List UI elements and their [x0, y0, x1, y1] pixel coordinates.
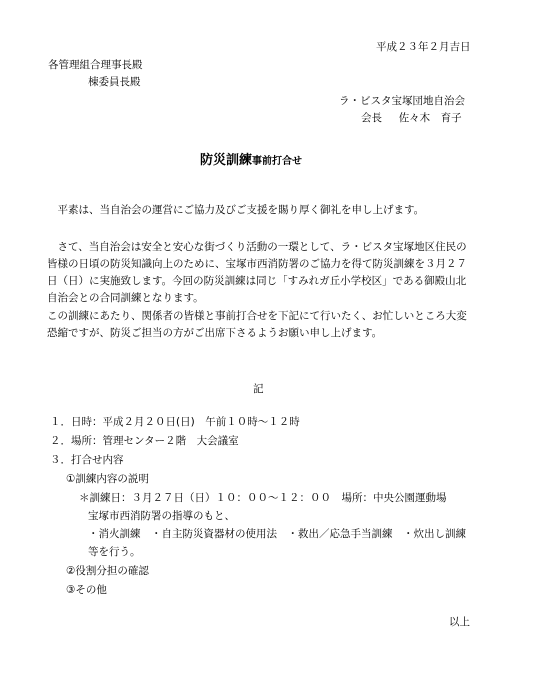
item-datetime: １．日時：平成２月２０日(日) 午前１０時～１２時 — [50, 416, 300, 428]
closing-ijo: 以上 — [449, 616, 470, 628]
subitem-training-date: ＊訓練日：３月２７日（日）１０：００～１２：００ 場所：中央公園運動場 — [79, 492, 447, 504]
body-line-5: 自治会との合同訓練となります。 — [47, 292, 204, 304]
subitem-roles: ②役割分担の確認 — [66, 565, 149, 577]
title-sub: 事前打合せ — [252, 156, 303, 167]
subitem-guidance: 宝塚市西消防署の指導のもと、 — [88, 510, 235, 522]
body-line-3: 皆様の日頃の防災知識向上のために、宝塚市西消防署のご協力を得て防災訓練を３月２７ — [47, 258, 467, 270]
subitem-training-list: ・消火訓練 ・自主防災資器材の使用法 ・救出／応急手当訓練 ・炊出し訓練 — [88, 528, 466, 540]
document-date: 平成２３年２月吉日 — [376, 41, 471, 53]
item-agenda: ３．打合せ内容 — [50, 454, 124, 466]
item-location: ２．場所：管理センター２階 大会議室 — [50, 435, 239, 447]
subitem-other: ③その他 — [66, 584, 107, 596]
body-line-7: 恐縮ですが、防災ご担当の方がご出席下さるようお願い申し上げます。 — [47, 327, 383, 339]
subitem-perform: 等を行う。 — [88, 546, 141, 558]
addressee-chairpersons: 各管理組合理事長殿 — [48, 59, 143, 71]
subitem-training-explanation: ①訓練内容の説明 — [66, 473, 149, 485]
sender-name: 佐々木 育子 — [398, 112, 462, 124]
addressee-building-committee: 棟委員長殿 — [88, 76, 141, 88]
body-line-4: 日（日）に実施致します。今回の防災訓練は同じ「すみれガ丘小学校区」である御殿山北 — [47, 275, 467, 287]
body-line-2: さて、当自治会は安全と安心な街づくり活動の一環として、ラ・ビスタ宝塚地区住民の — [47, 241, 467, 253]
body-line-1: 平素は、当自治会の運営にご協力及びご支援を賜り厚く御礼を申し上げます。 — [47, 204, 425, 216]
sender-title: 会長 — [361, 112, 382, 124]
sender-organization: ラ・ビスタ宝塚団地自治会 — [339, 95, 465, 107]
document-title — [200, 154, 302, 167]
title-main: 防災訓練 — [200, 153, 253, 168]
ki-heading: 記 — [253, 383, 264, 395]
sender-signature — [361, 113, 462, 124]
body-line-6: この訓練にあたり、関係者の皆様と事前打合せを下記にて行いたく、お忙しいところ大変 — [47, 310, 467, 322]
